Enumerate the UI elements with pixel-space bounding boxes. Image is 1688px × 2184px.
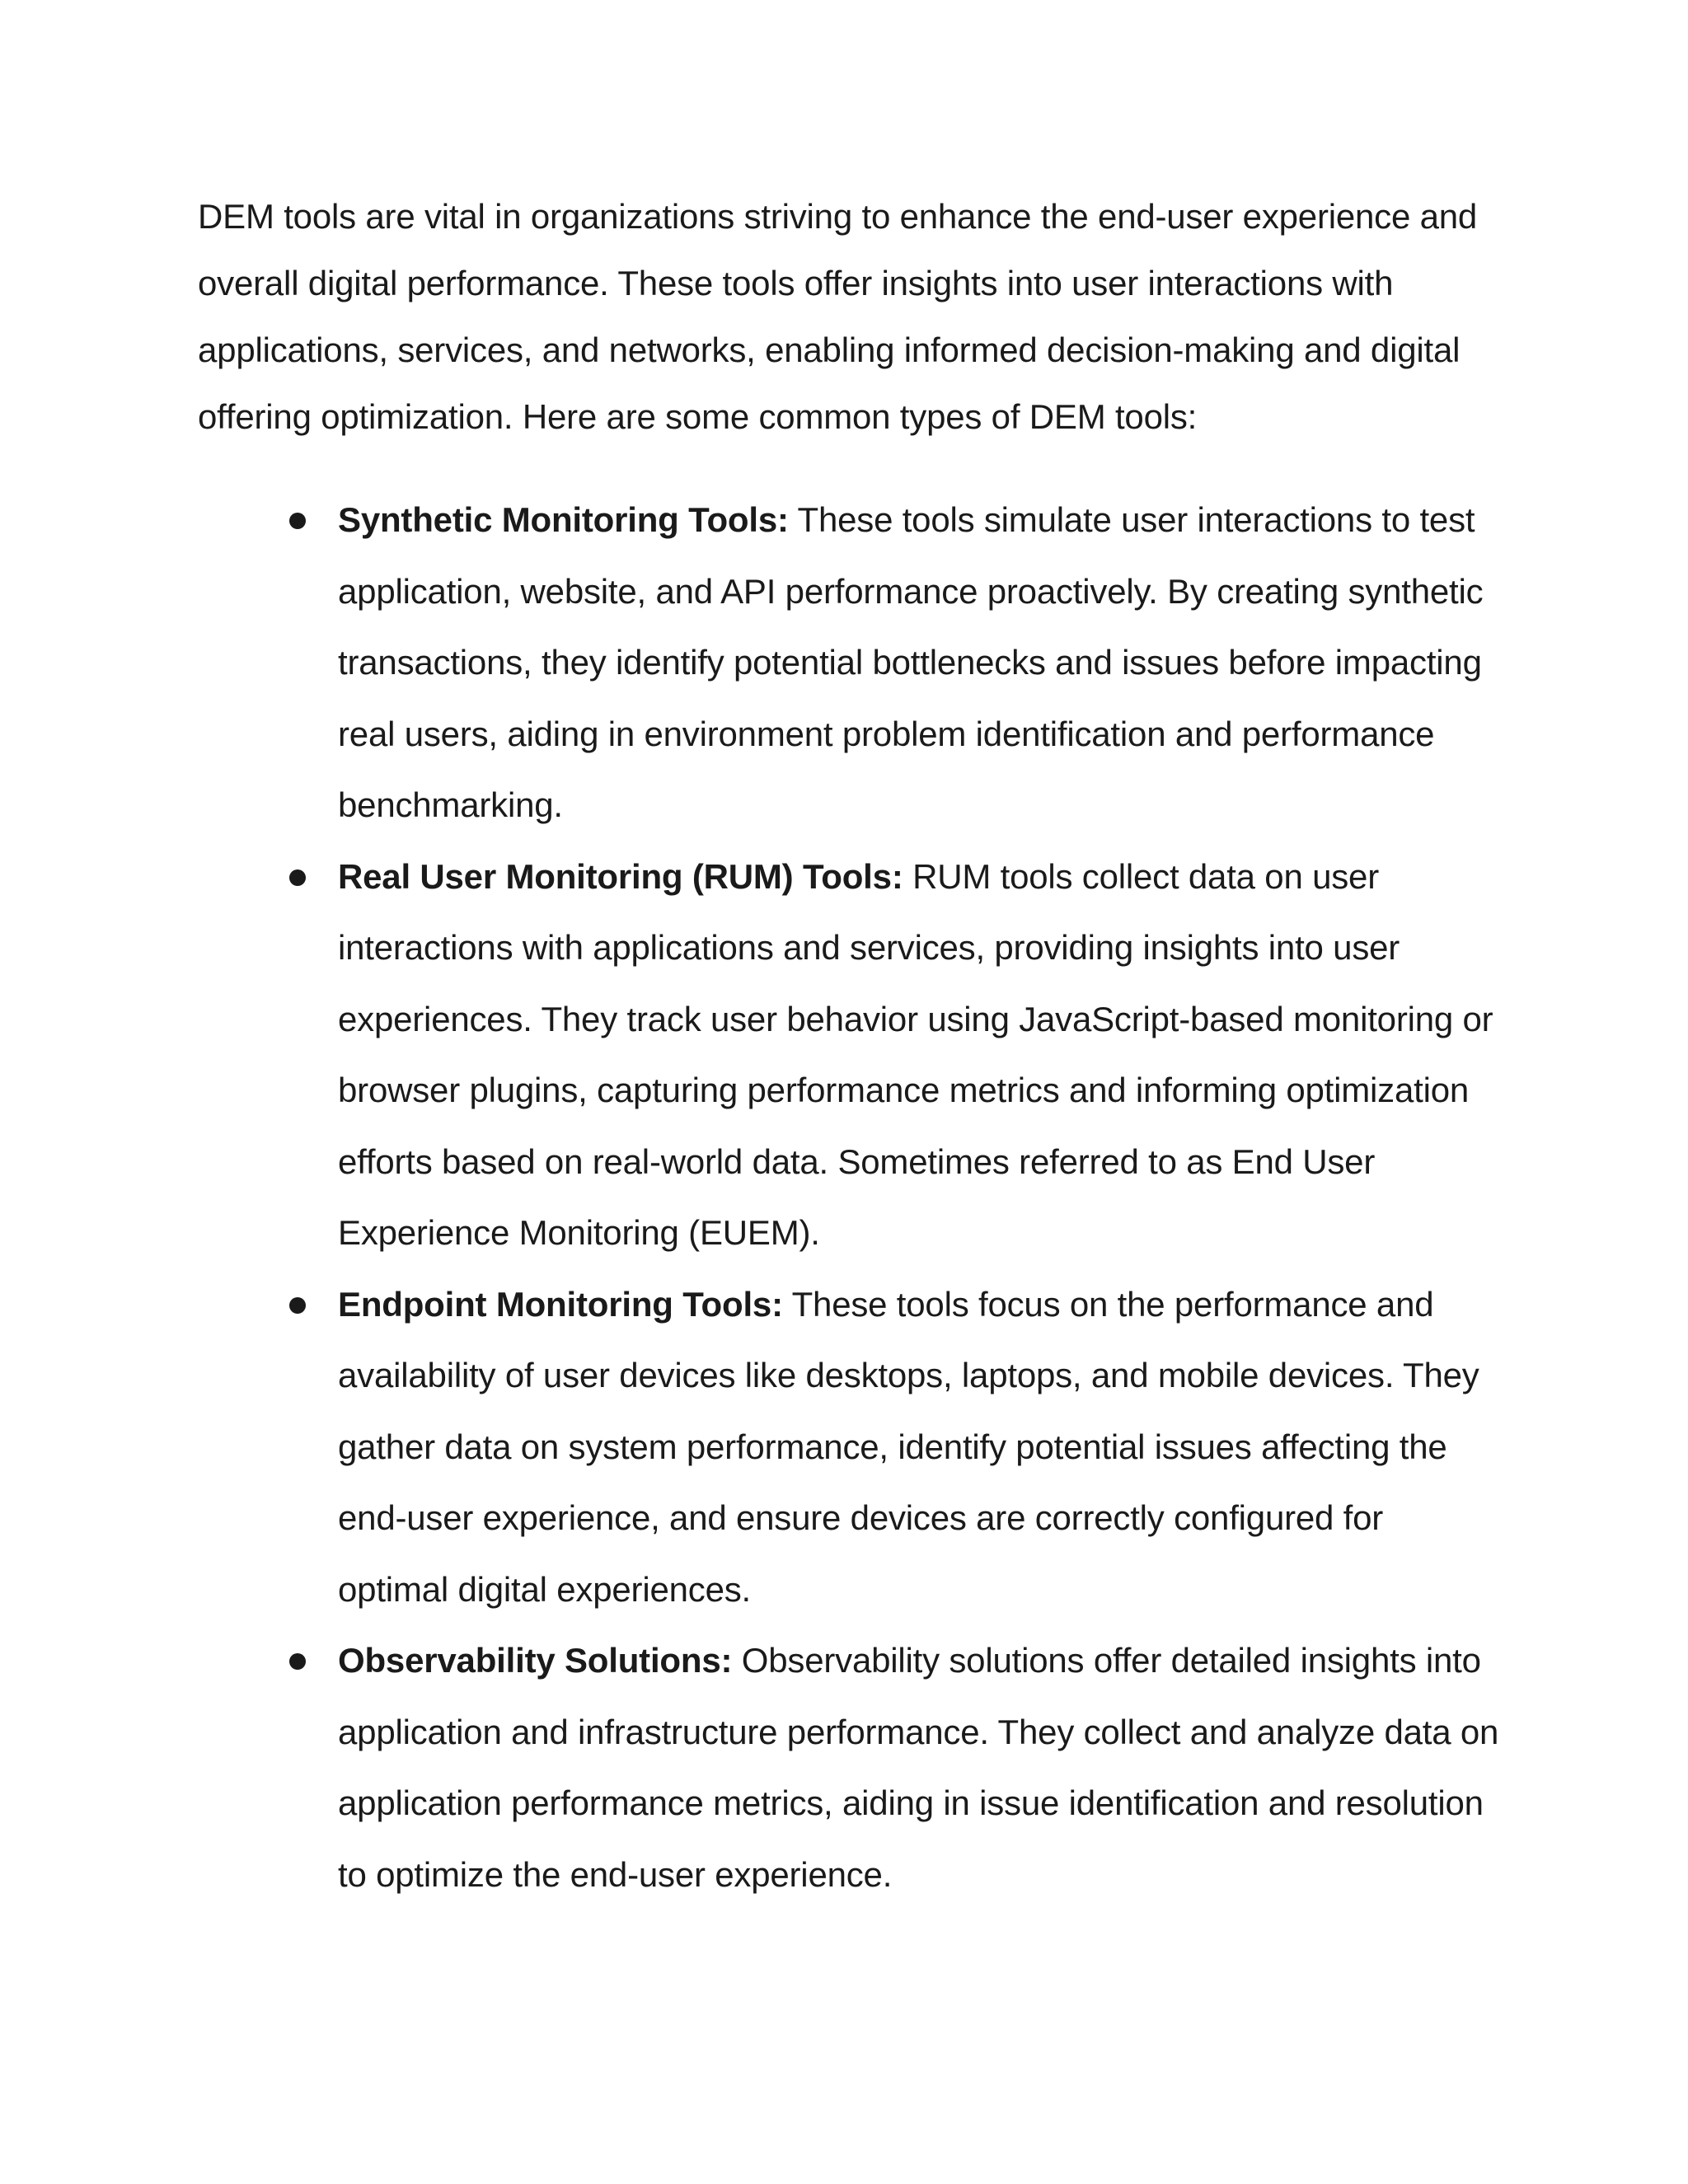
bullet-dot-icon [289, 869, 306, 886]
list-item-real-user-monitoring [198, 841, 1500, 1269]
intro-paragraph: DEM tools are vital in organizations striving to enhance the end-user experience and overall digital performance. These tools offer insights into user interactions with applications, services, and networks, enabling informed decision-making and digital offering optimization. Here are some common types of DEM tools: [198, 197, 1478, 436]
list-item-description: RUM tools collect data on user interactions with applications and services, providing insights into user experiences. They track user behavior using JavaScript-based monitoring or browser plugins, capturing performance metrics and informing optimization efforts based on real-world data. Sometimes referred to as End User Experience Monitoring (EUEM). [338, 856, 1493, 1252]
list-item-description: These tools focus on the performance and availability of user devices like desktops, laptops, and mobile devices. They gather data on system performance, identify potential issues affecting the end-user experience, and ensure devices are correctly configured for optimal digital experiences. [338, 1284, 1479, 1609]
bullet-dot-icon [289, 1653, 306, 1670]
list-item-endpoint-monitoring [198, 1269, 1500, 1626]
bullet-dot-icon [289, 1297, 306, 1314]
bullet-dot-icon [289, 513, 306, 529]
list-item-observability-solutions [198, 1625, 1500, 1910]
document-body [198, 183, 1500, 1910]
dem-tool-types-list [198, 485, 1500, 1910]
list-item-term: Synthetic Monitoring Tools: [338, 500, 789, 539]
list-item-term: Real User Monitoring (RUM) Tools: [338, 856, 903, 896]
list-item-description: These tools simulate user interactions to test application, website, and API performance proactively. By creating synthetic transactions, they identify potential bottlenecks and issues before impacting real users, aiding in environment problem identification and performance benchmarking. [338, 500, 1484, 824]
list-item-synthetic-monitoring [198, 485, 1500, 841]
list-item-term: Observability Solutions: [338, 1641, 733, 1680]
list-item-term: Endpoint Monitoring Tools: [338, 1284, 783, 1324]
list-item-description: Observability solutions offer detailed insights into application and infrastructure performance. They collect and analyze data on application performance metrics, aiding in issue identification and resolution to optimize the end-user experience. [338, 1641, 1499, 1894]
